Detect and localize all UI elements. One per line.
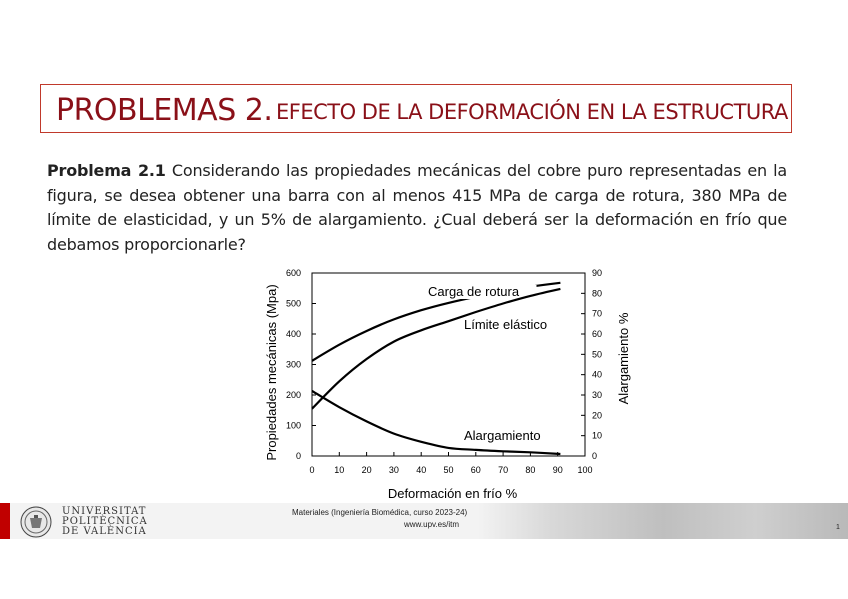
problem-statement — [47, 159, 787, 257]
x-tick-label: 90 — [552, 465, 563, 475]
university-line: DE VALÈNCIA — [62, 526, 147, 537]
y-right-tick-label: 90 — [592, 268, 603, 278]
title-sub: EFECTO DE LA DEFORMACIÓN EN LA ESTRUCTURA — [276, 100, 788, 124]
y-right-tick-label: 30 — [592, 390, 603, 400]
y-left-axis-label: Propiedades mecánicas (Mpa) — [264, 284, 279, 461]
y-right-tick-label: 50 — [592, 349, 603, 360]
y-left-tick-label: 0 — [295, 451, 301, 461]
y-right-tick-label: 10 — [592, 430, 603, 441]
y-right-tick-label: 40 — [592, 369, 603, 380]
y-left-tick-label: 300 — [285, 359, 301, 370]
series-line — [312, 391, 560, 454]
x-tick-label: 10 — [334, 465, 345, 475]
mechanical-properties-chart — [258, 262, 631, 502]
series-label: Alargamiento — [464, 428, 541, 443]
x-tick-label: 20 — [361, 465, 372, 475]
university-line: POLITÈCNICA — [62, 516, 148, 527]
y-right-tick-label: 70 — [592, 308, 603, 319]
series-label: Límite elástico — [464, 317, 548, 332]
x-tick-label: 0 — [309, 465, 315, 475]
footer-accent — [0, 503, 10, 539]
footer-image — [478, 503, 848, 539]
title-box — [40, 84, 792, 133]
title-main: PROBLEMAS 2. — [56, 93, 273, 128]
y-right-tick-label: 20 — [592, 410, 603, 421]
x-tick-label: 60 — [470, 465, 481, 475]
problem-label: Problema 2.1 — [47, 161, 166, 180]
y-left-tick-label: 600 — [285, 268, 301, 278]
x-tick-label: 80 — [525, 465, 536, 475]
y-right-axis-label: Alargamiento % — [616, 312, 631, 405]
x-axis-label: Deformación en frío % — [387, 486, 518, 501]
series-label: Carga de rotura — [428, 284, 520, 299]
course-label: Materiales (Ingeniería Biomédica, curso 2023-24) — [292, 508, 468, 517]
y-left-tick-label: 500 — [285, 298, 301, 309]
x-tick-label: 30 — [388, 465, 399, 475]
y-right-tick-label: 60 — [592, 329, 603, 339]
plot-frame — [312, 273, 585, 456]
x-tick-label: 100 — [577, 465, 593, 475]
y-left-tick-label: 100 — [285, 420, 301, 431]
y-right-tick-label: 80 — [592, 288, 603, 299]
website-link[interactable]: www.upv.es/itm — [404, 520, 459, 529]
y-left-tick-label: 200 — [285, 390, 301, 400]
y-left-tick-label: 400 — [285, 329, 301, 339]
page-number: 1 — [836, 524, 840, 531]
university-name — [62, 507, 148, 537]
x-tick-label: 50 — [443, 465, 454, 475]
university-seal-icon — [20, 506, 52, 538]
x-tick-label: 40 — [416, 465, 427, 475]
problem-text: Considerando las propiedades mecánicas del cobre puro representadas en la figura, se desea obtener una barra con al menos 415 MPa de carga de rotura, 380 MPa de límite de elasticidad, y un 5% de alargamiento. ¿Cual deberá ser la deformación en frío que debamos proporcionarle? — [47, 161, 787, 254]
x-tick-label: 70 — [498, 465, 509, 475]
university-line: UNIVERSITAT — [62, 506, 147, 517]
y-right-tick-label: 0 — [592, 451, 598, 461]
